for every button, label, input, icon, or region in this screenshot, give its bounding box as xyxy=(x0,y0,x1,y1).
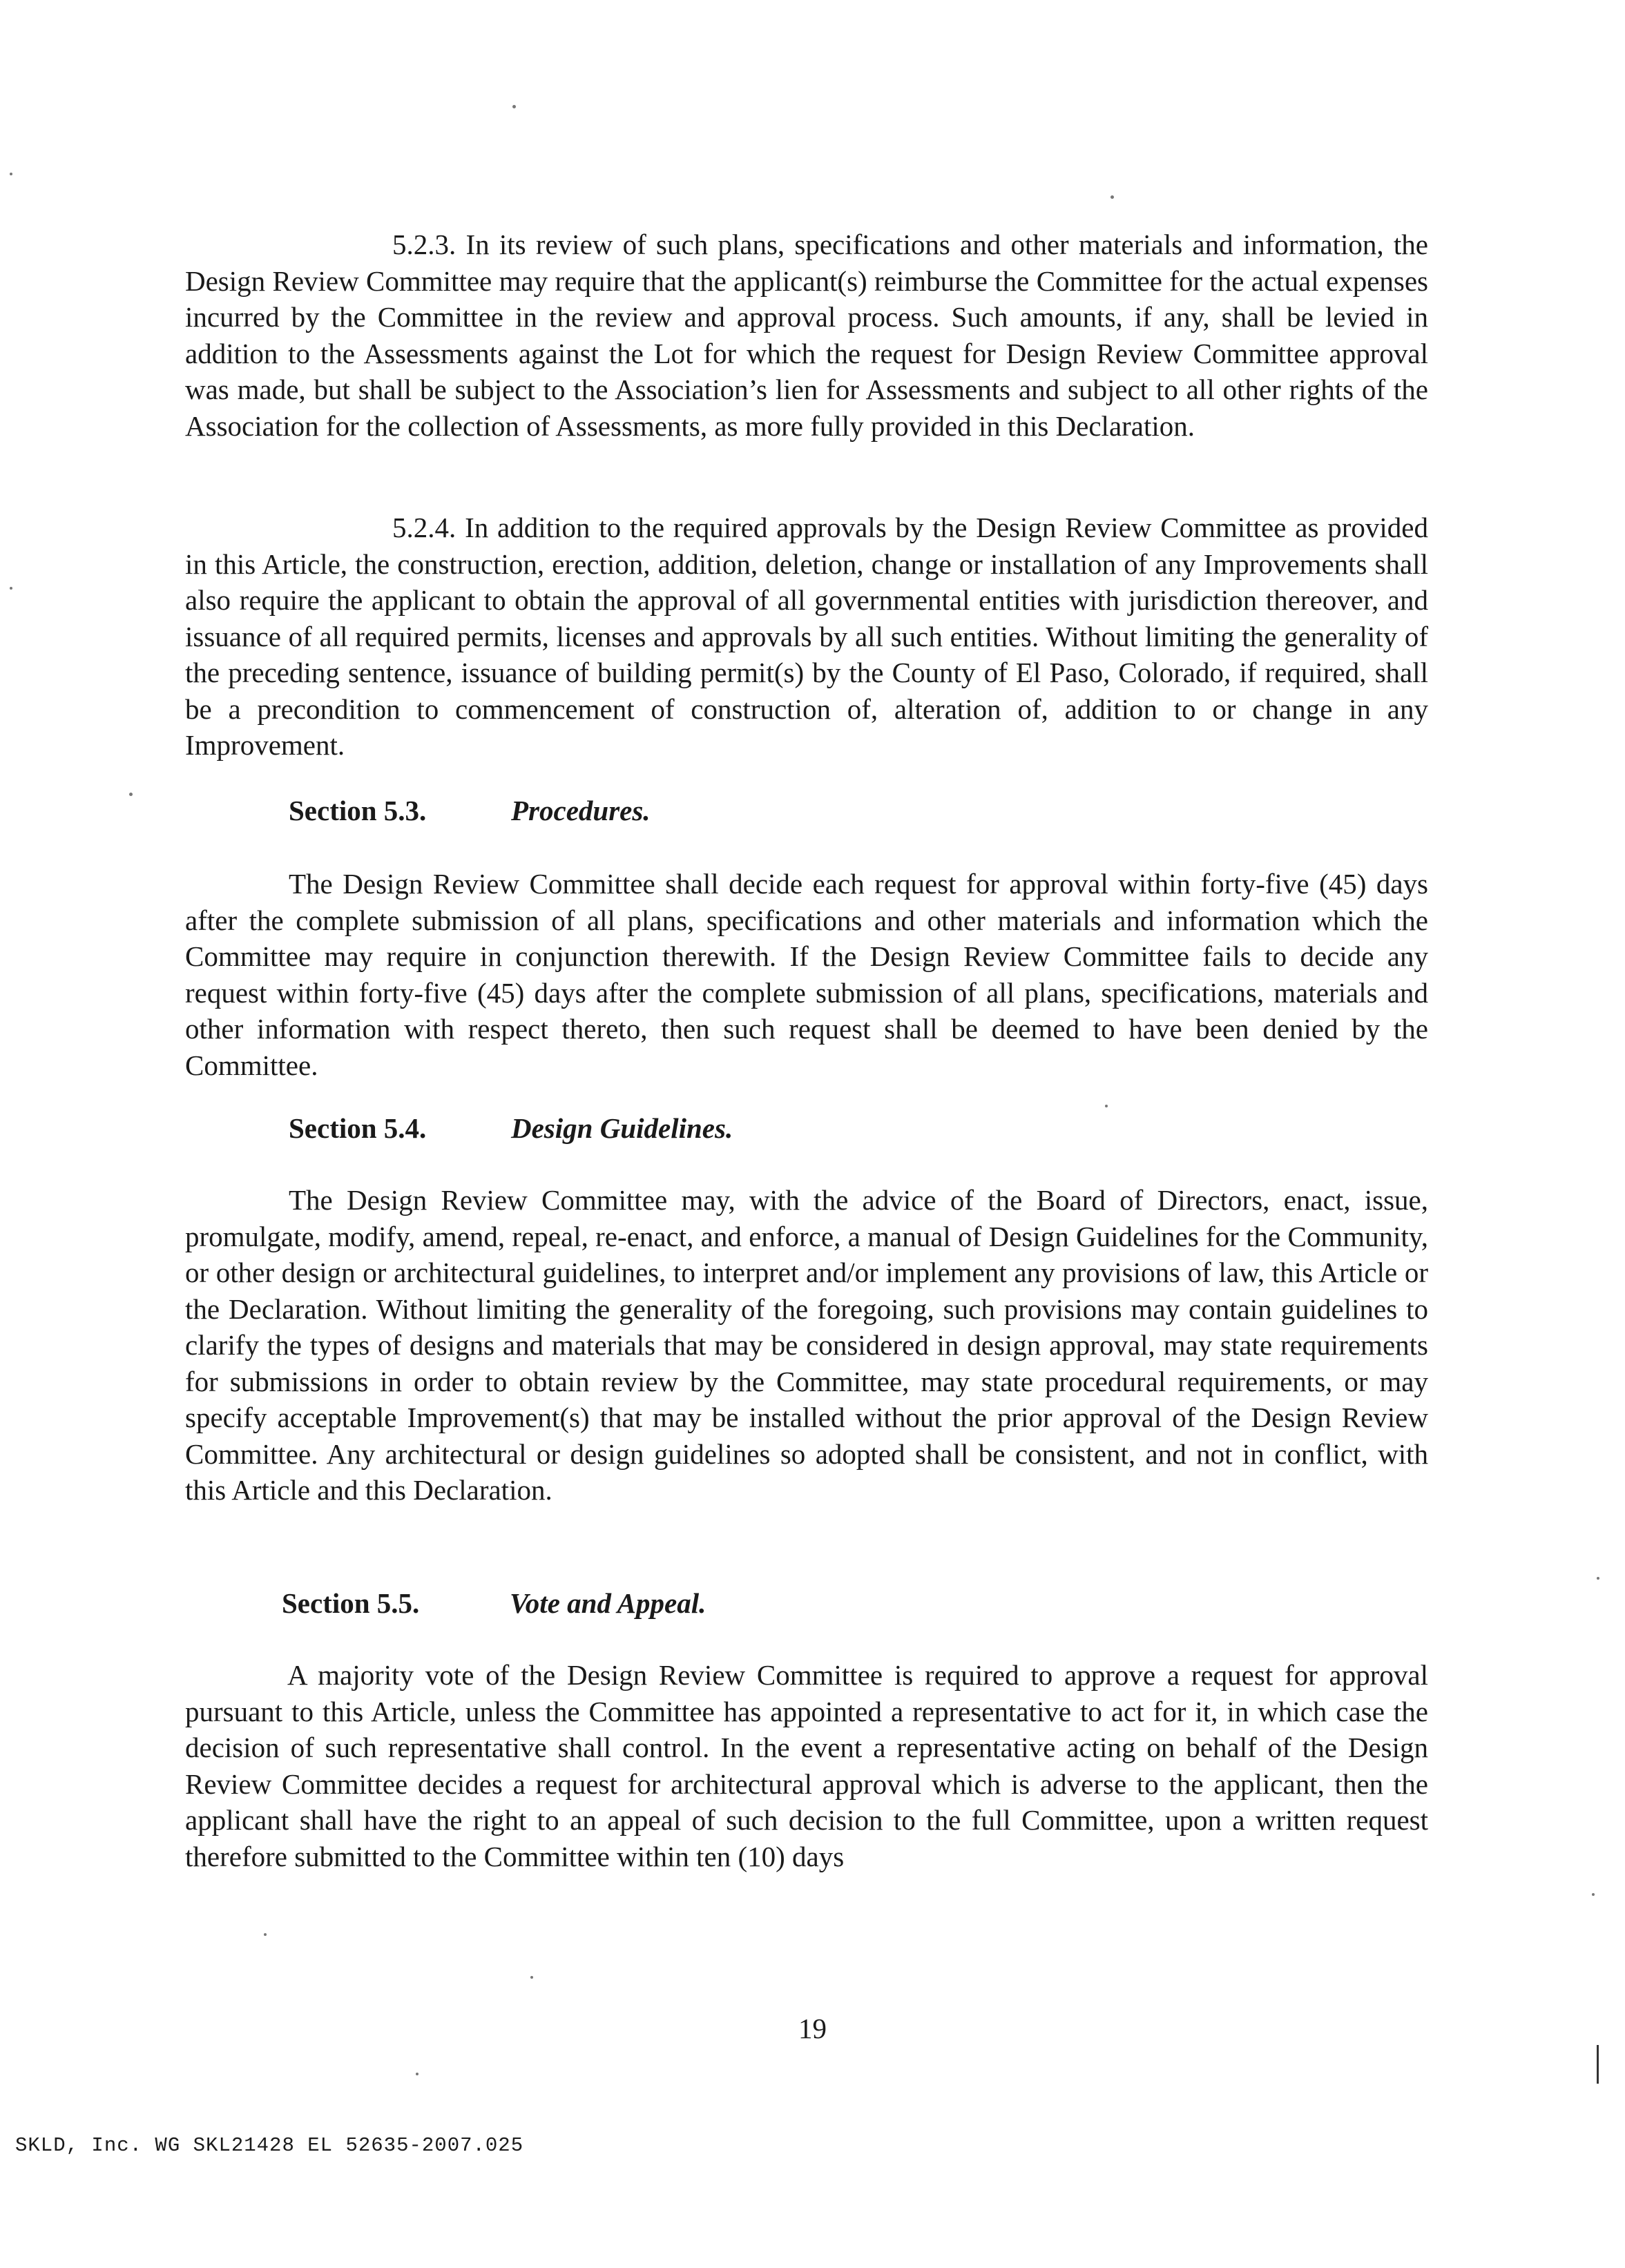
scan-speck xyxy=(1110,195,1114,199)
section-5-4-number: Section 5.4. xyxy=(289,1112,427,1144)
page-number: 19 xyxy=(798,2013,827,2044)
section-5-3-title: Procedures. xyxy=(511,795,651,826)
paragraph-5-2-4: 5.2.4. In addition to the required approvals by the Design Review Committee as provided in this Article, the construction, erection, addition, deletion, change or installation of any Improvements shall also require the applicant to obtain the approval of all governmental entities with jurisdiction thereover, and issuance of all required permits, licenses and approvals by all such entities. Without limiting the generality of the preceding sentence, issuance of building permit(s) by the County of El Paso, Colorado, if required, shall be a precondition to commencement of construction of, alteration of, addition to or change in any Improvement. xyxy=(185,512,1428,761)
paragraph-5-5: A majority vote of the Design Review Committee is required to approve a request for approval pursuant to this Article, unless the Committee has appointed a representative to act for it, in which case the decision of such representative shall control. In the event a representative acting on behalf of the Design Review Committee decides a request for architectural approval which is adverse to the applicant, then the applicant shall have the right to an appeal of such decision to the full Committee, upon a written request therefore submitted to the Committee within ten (10) days xyxy=(185,1659,1428,1872)
scan-speck xyxy=(1105,1105,1108,1107)
section-5-5-number: Section 5.5. xyxy=(282,1587,420,1619)
scan-speck xyxy=(512,105,516,108)
scan-speck xyxy=(129,793,133,796)
paragraph-5-2-3: 5.2.3. In its review of such plans, specifications and other materials and information, the Design Review Committee may require that the applicant(s) reimburse the Committee for the actual expenses incurred by the Committee in the review and approval process. Such amounts, if any, shall be levied in addition to the Assessments against the Lot for which the request for Design Review Committee approval was made, but shall be subject to the Association’s lien for Assessments and subject to all other rights of the Association for the collection of Assessments, as more fully provided in this Declaration. xyxy=(185,229,1428,442)
scan-speck xyxy=(10,173,12,175)
scan-edge-mark xyxy=(1597,2045,1599,2084)
scan-speck xyxy=(1592,1893,1595,1896)
scan-speck xyxy=(264,1933,267,1936)
section-5-5-title: Vote and Appeal. xyxy=(510,1587,706,1619)
section-5-4-title: Design Guidelines. xyxy=(511,1112,733,1144)
paragraph-5-4: The Design Review Committee may, with the advice of the Board of Directors, enact, issue, promulgate, modify, amend, repeal, re-enact, and enforce, a manual of Design Guidelines for the Community, or other design or architectural guidelines, to interpret and/or implement any provisions of law, this Article or the Declaration. Without limiting the generality of the foregoing, such provisions may contain guidelines to clarify the types of designs and materials that may be considered in design approval, may state requirements for submissions in order to obtain review by the Committee, may state procedural requirements, or may specify acceptable Improvement(s) that may be installed without the prior approval of the Design Review Committee. Any architectural or design guidelines so adopted shall be consistent, and not in conflict, with this Article and this Declaration. xyxy=(185,1184,1428,1506)
scan-speck xyxy=(1597,1577,1599,1580)
scan-speck xyxy=(530,1976,533,1979)
scan-speck xyxy=(10,587,12,590)
section-5-3-number: Section 5.3. xyxy=(289,795,427,826)
paragraph-5-3: The Design Review Committee shall decide each request for approval within forty-five (45) days after the complete submission of all plans, specifications and other materials and information which the Committee may require in conjunction therewith. If the Design Review Committee fails to decide any request within forty-five (45) days after the complete submission of all plans, specifications, materials and other information with respect thereto, then such request shall be deemed to have been denied by the Committee. xyxy=(185,868,1428,1081)
document-footer: SKLD, Inc. WG SKL21428 EL 52635-2007.025 xyxy=(15,2134,524,2157)
scan-speck xyxy=(416,2073,419,2075)
